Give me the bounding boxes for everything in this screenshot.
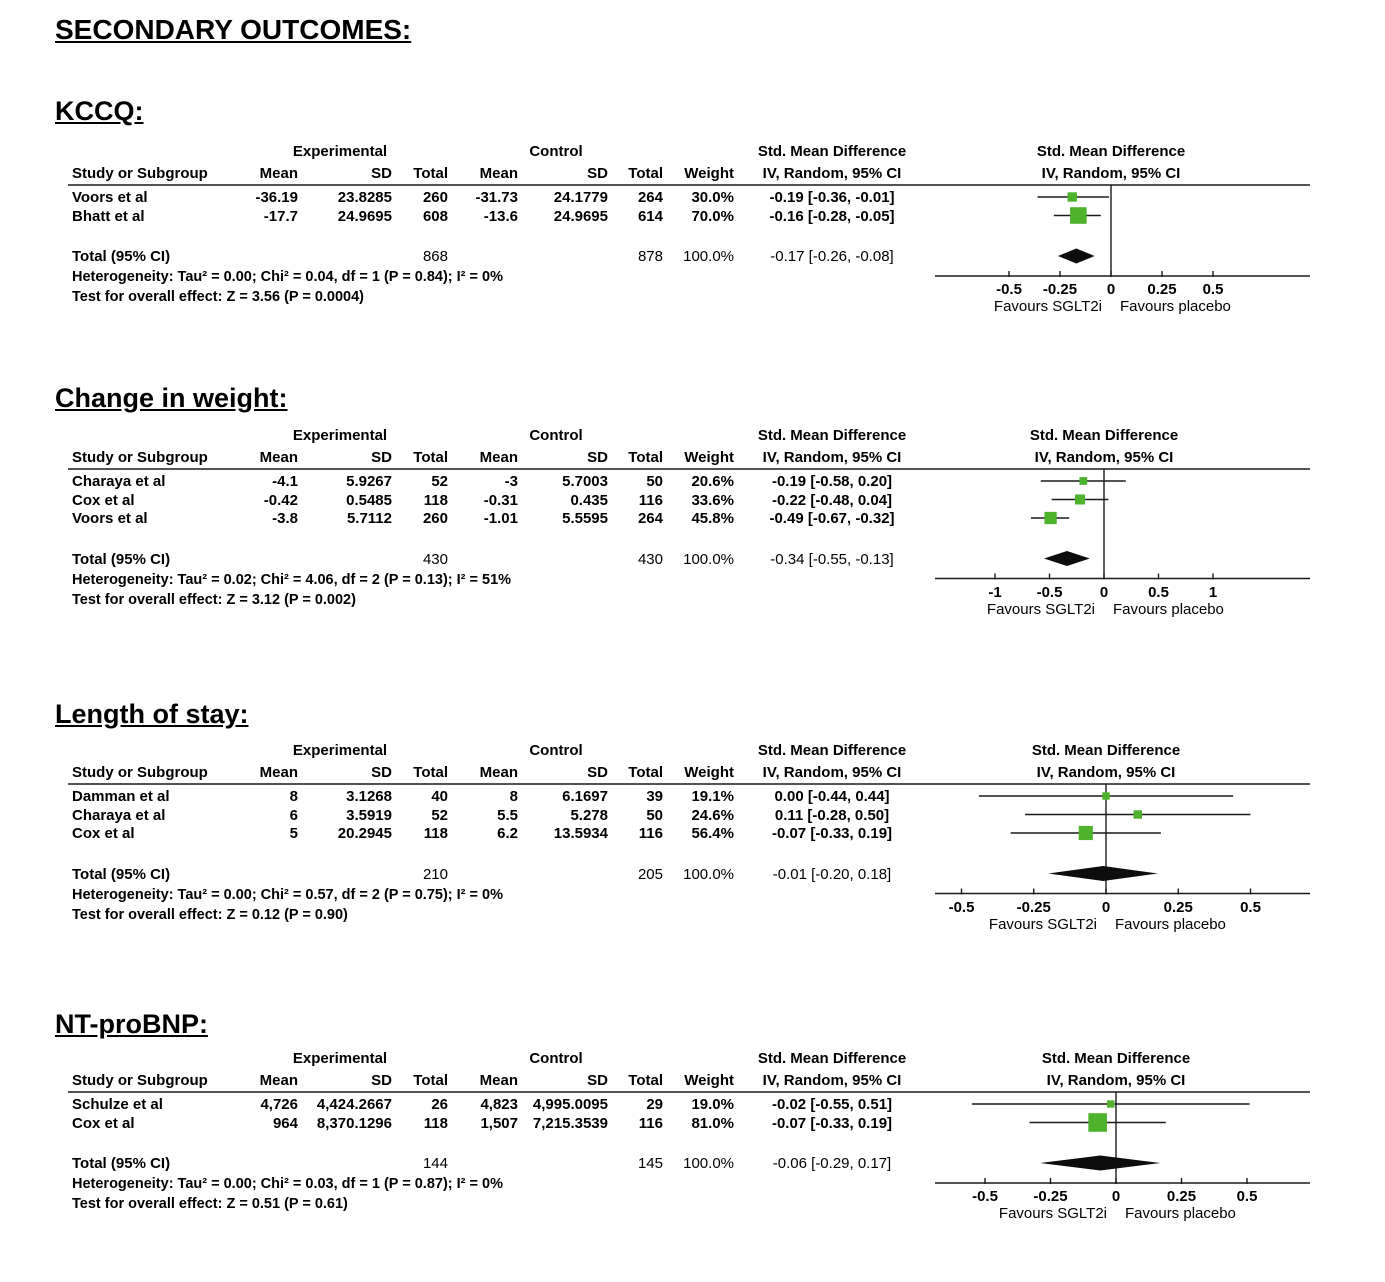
sd-ctl-value: 5.7003 [562, 473, 608, 490]
mean-ctl-col-header: Mean [479, 449, 518, 466]
mean-exp-value: 964 [272, 1114, 298, 1132]
study-col-header: Study or Subgroup [72, 764, 208, 781]
total-label: Total (95% CI) [72, 550, 171, 568]
sd-exp-col-header: SD [371, 1072, 392, 1089]
pooled-effect-diamond [1058, 249, 1095, 264]
overall-effect-text: Test for overall effect: Z = 3.56 (P = 0.0004) [72, 289, 365, 305]
mean-ctl-col-header: Mean [479, 1072, 518, 1089]
total-label: Total (95% CI) [72, 1155, 171, 1172]
mean-ctl-value: 5.5 [497, 806, 518, 824]
total-ctl-sum: 205 [637, 865, 663, 883]
section-title: NT-proBNP: [55, 1009, 208, 1039]
total-ctl-value: 614 [637, 207, 663, 225]
effect-square [1134, 810, 1142, 818]
favours-left-label: Favours SGLT2i [988, 915, 1097, 933]
sd-exp-value: 3.1268 [346, 788, 392, 805]
control-group-header: Control [529, 1050, 583, 1067]
sd-exp-col-header: SD [371, 449, 392, 466]
sd-ctl-value: 13.5934 [553, 825, 608, 842]
ci-plot-header: IV, Random, 95% CI [1041, 165, 1181, 182]
total-weight: 100.0% [683, 248, 734, 265]
ci-value: -0.02 [-0.55, 0.51] [771, 1096, 893, 1113]
sd-exp-value: 5.7112 [346, 510, 392, 527]
ci-plot-header: IV, Random, 95% CI [1046, 1072, 1186, 1089]
total-exp-value: 260 [422, 189, 448, 206]
mean-ctl-value: -1.01 [483, 510, 518, 527]
effect-square [1102, 792, 1109, 799]
effect-square [1107, 1100, 1114, 1107]
sd-exp-col-header: SD [371, 764, 392, 781]
sd-ctl-value: 24.9695 [553, 207, 608, 225]
weight-col-header: Weight [684, 449, 734, 466]
effect-square [1075, 494, 1085, 504]
weight-value: 19.1% [691, 788, 734, 805]
sd-exp-value: 4,424.2667 [316, 1096, 392, 1113]
axis-tick-label: 0.5 [1236, 1188, 1258, 1205]
smd-column-header: Std. Mean Difference [757, 143, 907, 160]
axis-tick-label: -0.5 [1036, 583, 1063, 601]
ci-col-header: IV, Random, 95% CI [762, 1072, 902, 1089]
ci-plot-header: IV, Random, 95% CI [1036, 764, 1176, 781]
total-label: Total (95% CI) [72, 248, 171, 265]
control-group-header: Control [529, 427, 583, 444]
total-weight: 100.0% [683, 1155, 734, 1172]
study-name: Voors et al [72, 189, 148, 206]
axis-tick-label: 1 [1208, 583, 1218, 601]
study-name: Charaya et al [72, 473, 166, 490]
sd-exp-value: 23.8285 [337, 189, 392, 206]
study-name: Charaya et al [72, 806, 166, 824]
mean-ctl-value: -0.31 [483, 491, 518, 509]
sd-ctl-value: 4,995.0095 [532, 1096, 608, 1113]
study-name: Cox et al [72, 1114, 135, 1132]
study-name: Cox et al [72, 825, 135, 842]
sd-ctl-value: 6.1697 [562, 788, 608, 805]
overall-effect-text: Test for overall effect: Z = 3.12 (P = 0.002) [72, 591, 356, 608]
smd-plot-header: Std. Mean Difference [1029, 427, 1179, 444]
total-ctl-value: 264 [637, 510, 663, 527]
mean-exp-col-header: Mean [259, 764, 298, 781]
total-ctl-col-header: Total [628, 764, 663, 781]
mean-exp-value: 6 [289, 806, 298, 824]
ci-value: -0.22 [-0.48, 0.04] [771, 491, 893, 509]
heterogeneity-text: Heterogeneity: Tau² = 0.02; Chi² = 4.06, df = 2 (P = 0.13); I² = 51% [72, 571, 512, 588]
favours-left-label: Favours SGLT2i [998, 1205, 1107, 1222]
ci-col-header: IV, Random, 95% CI [762, 764, 902, 781]
total-ctl-sum: 145 [637, 1155, 663, 1172]
experimental-group-header: Experimental [292, 742, 388, 759]
total-ctl-value: 264 [637, 189, 663, 206]
axis-tick-label: 0.25 [1166, 1188, 1197, 1205]
mean-ctl-value: 8 [509, 788, 518, 805]
effect-square [1079, 477, 1087, 485]
sd-exp-value: 20.2945 [337, 825, 392, 842]
favours-left-label: Favours SGLT2i [986, 600, 1095, 618]
mean-exp-value: -4.1 [272, 473, 298, 490]
section-title: Length of stay: [55, 699, 249, 729]
ci-value: -0.49 [-0.67, -0.32] [769, 510, 895, 527]
total-exp-value: 118 [423, 491, 448, 509]
pooled-effect-diamond [1040, 1156, 1161, 1171]
study-col-header: Study or Subgroup [72, 165, 208, 182]
sd-ctl-value: 7,215.3539 [532, 1114, 608, 1132]
section-title: Change in weight: [55, 383, 288, 413]
total-ctl-value: 50 [646, 806, 663, 824]
effect-square [1068, 192, 1077, 201]
total-weight: 100.0% [683, 865, 734, 883]
total-exp-value: 26 [431, 1096, 448, 1113]
axis-tick-label: -0.5 [996, 281, 1022, 298]
study-col-header: Study or Subgroup [72, 1072, 208, 1089]
control-group-header: Control [529, 742, 583, 759]
total-exp-value: 608 [422, 207, 448, 225]
sd-ctl-col-header: SD [587, 1072, 608, 1089]
total-ctl-value: 29 [646, 1096, 663, 1113]
axis-tick-label: -0.5 [948, 898, 975, 916]
overall-effect-text: Test for overall effect: Z = 0.12 (P = 0.90) [72, 906, 348, 923]
ci-value: 0.11 [-0.28, 0.50] [774, 806, 890, 824]
sd-exp-value: 0.5485 [346, 491, 392, 509]
axis-tick-label: 0 [1111, 1188, 1121, 1205]
mean-exp-value: -3.8 [272, 510, 298, 527]
sd-ctl-value: 0.435 [570, 491, 608, 509]
axis-tick-label: 0.5 [1202, 281, 1224, 298]
total-ci: -0.01 [-0.20, 0.18] [772, 865, 892, 883]
ci-col-header: IV, Random, 95% CI [762, 165, 902, 182]
total-exp-col-header: Total [413, 1072, 448, 1089]
mean-exp-col-header: Mean [259, 449, 298, 466]
ci-value: -0.19 [-0.58, 0.20] [771, 473, 893, 490]
ci-value: -0.07 [-0.33, 0.19] [771, 1114, 893, 1132]
total-label: Total (95% CI) [72, 865, 171, 883]
weight-value: 24.6% [691, 806, 734, 824]
weight-value: 70.0% [691, 207, 734, 225]
ci-value: 0.00 [-0.44, 0.44] [774, 788, 890, 805]
total-exp-col-header: Total [413, 165, 448, 182]
total-ctl-value: 116 [638, 1114, 663, 1132]
sd-exp-value: 3.5919 [346, 806, 392, 824]
ci-value: -0.07 [-0.33, 0.19] [771, 825, 893, 842]
smd-column-header: Std. Mean Difference [757, 427, 907, 444]
total-exp-col-header: Total [413, 449, 448, 466]
page-title: SECONDARY OUTCOMES: [55, 14, 412, 45]
overall-effect-text: Test for overall effect: Z = 0.51 (P = 0.61) [72, 1196, 348, 1212]
weight-value: 45.8% [691, 510, 734, 527]
mean-exp-value: -0.42 [263, 491, 298, 509]
axis-tick-label: -0.5 [972, 1188, 998, 1205]
study-name: Bhatt et al [72, 207, 145, 225]
study-name: Cox et al [72, 491, 135, 509]
axis-tick-label: -0.25 [1033, 1188, 1068, 1205]
total-exp-value: 260 [422, 510, 448, 527]
axis-tick-label: 0.5 [1148, 583, 1169, 601]
effect-square [1070, 207, 1087, 224]
weight-col-header: Weight [684, 1072, 734, 1089]
mean-ctl-value: 6.2 [497, 825, 518, 842]
total-ctl-col-header: Total [628, 449, 663, 466]
axis-tick-label: 0 [1101, 898, 1111, 916]
total-exp-value: 118 [423, 1114, 448, 1132]
total-exp-sum: 144 [422, 1155, 448, 1172]
mean-ctl-value: 1,507 [480, 1114, 518, 1132]
total-exp-sum: 210 [422, 865, 448, 883]
total-exp-value: 40 [431, 788, 448, 805]
axis-tick-label: -1 [988, 583, 1002, 601]
effect-square [1079, 826, 1093, 840]
weight-col-header: Weight [684, 764, 734, 781]
sd-ctl-col-header: SD [587, 165, 608, 182]
favours-right-label: Favours placebo [1120, 298, 1231, 315]
total-ci: -0.34 [-0.55, -0.13] [770, 550, 894, 568]
study-name: Voors et al [72, 510, 148, 527]
mean-ctl-col-header: Mean [479, 764, 518, 781]
pooled-effect-diamond [1048, 866, 1158, 881]
sd-exp-value: 24.9695 [337, 207, 392, 225]
experimental-group-header: Experimental [292, 143, 388, 160]
total-ci: -0.06 [-0.29, 0.17] [772, 1155, 892, 1172]
weight-value: 33.6% [691, 491, 734, 509]
favours-left-label: Favours SGLT2i [993, 298, 1102, 315]
effect-square [1088, 1113, 1107, 1132]
mean-ctl-value: -13.6 [483, 207, 518, 225]
sd-exp-value: 5.9267 [346, 473, 392, 490]
sd-ctl-value: 5.278 [570, 806, 608, 824]
axis-tick-label: 0.25 [1163, 898, 1193, 916]
mean-exp-value: 4,726 [260, 1096, 298, 1113]
section-title: KCCQ: [55, 96, 144, 126]
total-ctl-col-header: Total [628, 1072, 663, 1089]
axis-tick-label: -0.25 [1016, 898, 1051, 916]
mean-exp-col-header: Mean [259, 1072, 298, 1089]
sd-ctl-col-header: SD [587, 764, 608, 781]
ci-value: -0.16 [-0.28, -0.05] [769, 207, 895, 225]
effect-square [1044, 512, 1056, 524]
sd-exp-col-header: SD [371, 165, 392, 182]
study-name: Damman et al [72, 788, 170, 805]
total-exp-sum: 868 [422, 248, 448, 265]
smd-column-header: Std. Mean Difference [757, 1050, 907, 1067]
ci-value: -0.19 [-0.36, -0.01] [769, 189, 895, 206]
weight-value: 30.0% [691, 189, 734, 206]
axis-tick-label: -0.25 [1042, 281, 1078, 298]
ci-col-header: IV, Random, 95% CI [762, 449, 902, 466]
weight-value: 81.0% [691, 1114, 734, 1132]
mean-exp-col-header: Mean [259, 165, 298, 182]
ci-plot-header: IV, Random, 95% CI [1034, 449, 1174, 466]
sd-exp-value: 8,370.1296 [316, 1114, 392, 1132]
sd-ctl-value: 5.5595 [562, 510, 608, 527]
total-exp-sum: 430 [422, 550, 448, 568]
total-exp-value: 52 [431, 473, 448, 490]
total-exp-value: 118 [423, 825, 448, 842]
heterogeneity-text: Heterogeneity: Tau² = 0.00; Chi² = 0.04, df = 1 (P = 0.84); I² = 0% [72, 269, 503, 285]
total-ctl-value: 116 [638, 491, 663, 509]
weight-value: 20.6% [691, 473, 734, 490]
total-weight: 100.0% [683, 550, 734, 568]
favours-right-label: Favours placebo [1113, 600, 1224, 618]
mean-ctl-value: -3 [504, 473, 518, 490]
heterogeneity-text: Heterogeneity: Tau² = 0.00; Chi² = 0.57, df = 2 (P = 0.75); I² = 0% [72, 886, 503, 903]
total-ctl-value: 116 [638, 825, 663, 842]
mean-ctl-col-header: Mean [479, 165, 518, 182]
total-ctl-col-header: Total [628, 165, 663, 182]
smd-plot-header: Std. Mean Difference [1041, 1050, 1191, 1067]
total-ci: -0.17 [-0.26, -0.08] [770, 248, 894, 265]
control-group-header: Control [529, 143, 583, 160]
axis-tick-label: 0 [1106, 281, 1116, 298]
favours-right-label: Favours placebo [1115, 915, 1226, 933]
mean-exp-value: 8 [289, 788, 298, 805]
pooled-effect-diamond [1044, 551, 1090, 566]
mean-exp-value: 5 [289, 825, 298, 842]
total-exp-col-header: Total [413, 764, 448, 781]
weight-value: 56.4% [691, 825, 734, 842]
study-col-header: Study or Subgroup [72, 449, 208, 466]
mean-ctl-value: -31.73 [475, 189, 518, 206]
mean-exp-value: -36.19 [255, 189, 298, 206]
smd-column-header: Std. Mean Difference [757, 742, 907, 759]
weight-value: 19.0% [691, 1096, 734, 1113]
total-ctl-sum: 878 [637, 248, 663, 265]
total-ctl-value: 39 [646, 788, 663, 805]
smd-plot-header: Std. Mean Difference [1036, 143, 1186, 160]
axis-tick-label: 0.25 [1147, 281, 1177, 298]
total-exp-value: 52 [431, 806, 448, 824]
total-ctl-sum: 430 [637, 550, 663, 568]
weight-col-header: Weight [684, 165, 734, 182]
study-name: Schulze et al [72, 1096, 163, 1113]
sd-ctl-value: 24.1779 [553, 189, 608, 206]
mean-ctl-value: 4,823 [480, 1096, 518, 1113]
mean-exp-value: -17.7 [263, 207, 298, 225]
smd-plot-header: Std. Mean Difference [1031, 742, 1181, 759]
sd-ctl-col-header: SD [587, 449, 608, 466]
total-ctl-value: 50 [646, 473, 663, 490]
axis-tick-label: 0 [1099, 583, 1109, 601]
experimental-group-header: Experimental [292, 427, 388, 444]
heterogeneity-text: Heterogeneity: Tau² = 0.00; Chi² = 0.03, df = 1 (P = 0.87); I² = 0% [72, 1176, 503, 1192]
experimental-group-header: Experimental [292, 1050, 388, 1067]
favours-right-label: Favours placebo [1125, 1205, 1236, 1222]
axis-tick-label: 0.5 [1240, 898, 1261, 916]
